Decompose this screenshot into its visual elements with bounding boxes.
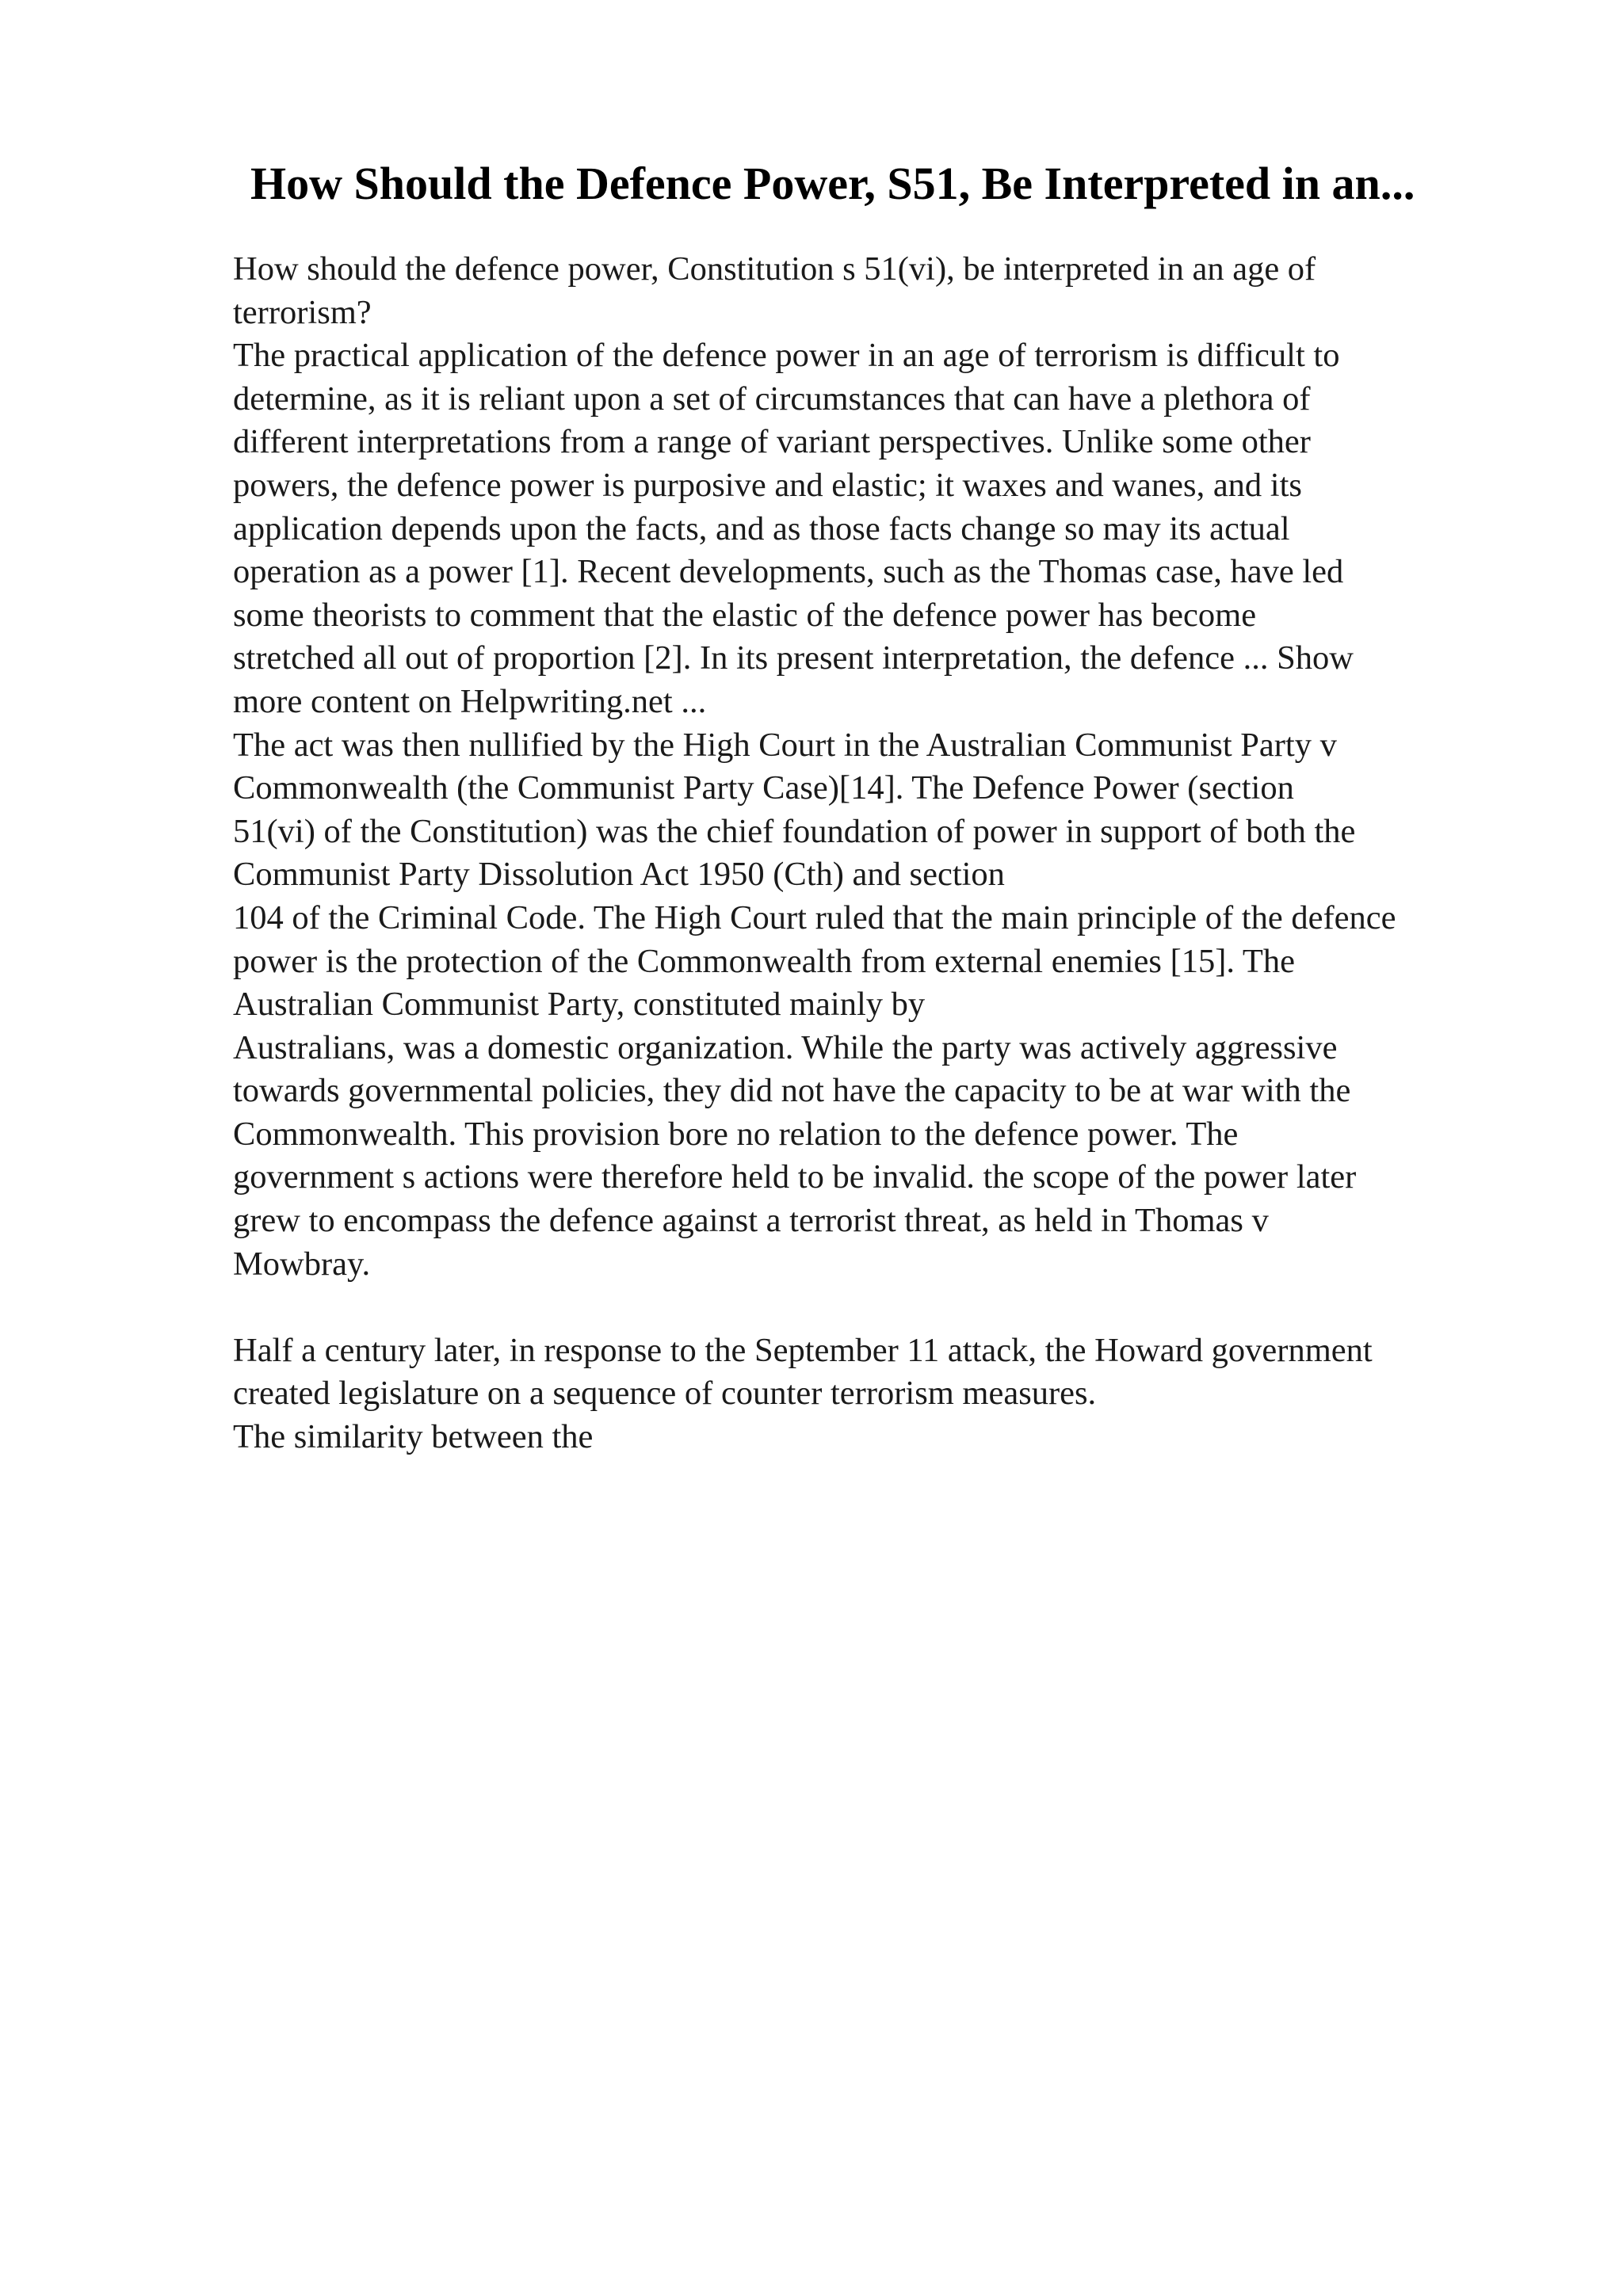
- body-line: powers, the defence power is purposive and elastic; it waxes and wanes, and its: [233, 466, 1302, 504]
- document-body: [233, 248, 1533, 1459]
- body-line: government s actions were therefore held to be invalid. the scope of the power later: [233, 1158, 1357, 1196]
- body-line: some theorists to comment that the elastic of the defence power has become: [233, 596, 1257, 634]
- body-line: Australians, was a domestic organization. While the party was actively aggressive: [233, 1028, 1338, 1066]
- body-line: Australian Communist Party, constituted mainly by: [233, 986, 926, 1024]
- body-line: different interpretations from a range of variant perspectives. Unlike some other: [233, 423, 1311, 461]
- body-line: Mowbray.: [233, 1245, 371, 1283]
- body-line: The practical application of the defence power in an age of terrorism is difficult to: [233, 337, 1340, 375]
- body-line: Communist Party Dissolution Act 1950 (Cth) and section: [233, 856, 1005, 894]
- body-line: The act was then nullified by the High Court in the Australian Communist Party v: [233, 726, 1337, 764]
- body-line: The similarity between the: [233, 1418, 594, 1456]
- body-line: determine, as it is reliant upon a set of circumstances that can have a plethora of: [233, 379, 1311, 418]
- body-line: power is the protection of the Commonwealth from external enemies [15]. The: [233, 942, 1295, 980]
- body-line: How should the defence power, Constitution s 51(vi), be interpreted in an age of: [233, 250, 1316, 288]
- paragraph-gap: [233, 1286, 1533, 1329]
- body-line: grew to encompass the defence against a terrorist threat, as held in Thomas v: [233, 1202, 1269, 1240]
- body-line: application depends upon the facts, and as those facts change so may its actual: [233, 509, 1290, 547]
- body-line: Half a century later, in response to the September 11 attack, the Howard government: [233, 1331, 1373, 1369]
- body-line: stretched all out of proportion [2]. In its present interpretation, the defence ... Show: [233, 639, 1354, 677]
- body-line: operation as a power [1]. Recent developments, such as the Thomas case, have led: [233, 553, 1344, 591]
- body-line: 51(vi) of the Constitution) was the chief foundation of power in support of both the: [233, 812, 1356, 850]
- body-line: towards governmental policies, they did not have the capacity to be at war with the: [233, 1072, 1351, 1110]
- body-line: created legislature on a sequence of counter terrorism measures.: [233, 1375, 1097, 1413]
- body-line: Commonwealth (the Communist Party Case)[14]. The Defence Power (section: [233, 769, 1294, 807]
- body-line: Commonwealth. This provision bore no relation to the defence power. The: [233, 1115, 1239, 1153]
- document-title: How Should the Defence Power, S51, Be Interpreted in an...: [250, 158, 1415, 209]
- body-line: terrorism?: [233, 293, 372, 331]
- body-line: 104 of the Criminal Code. The High Court ruled that the main principle of the defence: [233, 898, 1396, 936]
- body-line: more content on Helpwriting.net ...: [233, 682, 707, 720]
